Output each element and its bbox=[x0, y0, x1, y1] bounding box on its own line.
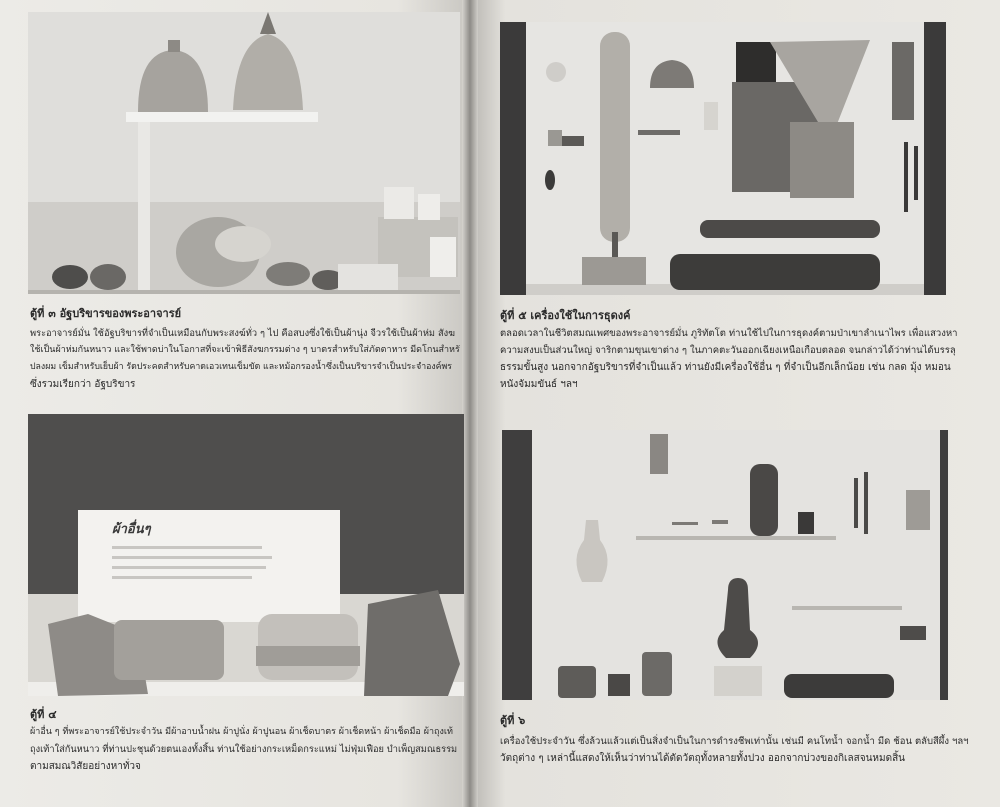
caption-cabinet-6 bbox=[500, 712, 970, 767]
caption-cabinet-3 bbox=[30, 305, 462, 393]
caption-cabinet-5 bbox=[500, 307, 960, 393]
sign-title: ผ้าอื่นๆ bbox=[112, 522, 151, 537]
caption-cabinet-3-line-1: พระอาจารย์มั่น ใช้อัฐบริขารที่จำเป็นเหมือนกับพระสงฆ์ทั่ว ๆ ไป คือสบงซึ่งใช้เป็นผ้านุ่ง จีวรใช้เป็นผ้าห่ม สังฆ bbox=[30, 328, 455, 339]
caption-cabinet-5-title: ตู้ที่ ๕ เครื่องใช้ในการธุดงค์ bbox=[500, 309, 631, 322]
book-gutter bbox=[462, 0, 478, 807]
caption-cabinet-4-line-1: ผ้าอื่น ๆ ที่พระอาจารย์ใช้ประจำวัน มีผ้าอาบน้ำฝน ผ้าปูนั่ง ผ้าปูนอน ผ้าเช็ดบาตร ผ้าเช็ดหน้า ผ้าเช็ดมือ ผ้าถุงเท้ bbox=[30, 727, 453, 737]
caption-cabinet-5-line-1: ตลอดเวลาในชีวิตสมณเพศของพระอาจารย์มั่น ภูริทัตโต ท่านใช้ไปในการธุดงค์ตามป่าเขาลำเนาไพร เพื่อแสวงหา bbox=[500, 328, 958, 339]
caption-cabinet-5-line-3: ธรรมขั้นสูง นอกจากอัฐบริขารที่จำเป็นแล้ว ท่านยังมีเครื่องใช้อื่น ๆ ที่จำเป็นอีกเล็กน้อย เช่น กลด มุ้ง หมอน bbox=[500, 362, 951, 373]
photo-cabinet-6-image bbox=[502, 430, 948, 700]
photo-cabinet-4-image bbox=[28, 414, 464, 696]
photo-cabinet-6 bbox=[502, 430, 948, 700]
photo-cabinet-5 bbox=[500, 22, 946, 295]
caption-cabinet-3-line-3: ปลงผม เข็มสำหรับเย็บผ้า รัดประคดสำหรับคาดเอวเทนเข็มขัด และหม้อกรองน้ำซึ่งเป็นบริขารจำเป็นประจำองค์พร bbox=[30, 362, 452, 372]
caption-cabinet-4-line-2: ถุงเท้าใส่กันหนาว ที่ท่านปะชุนด้วยตนเองทั้งสิ้น ท่านใช้อย่างกระเหม็ดกระแหม่ ไม่ฟุ่มเฟือย บำเพ็ญสมณธรรม bbox=[30, 744, 458, 755]
photo-cabinet-3-image bbox=[28, 12, 460, 294]
caption-cabinet-4 bbox=[30, 706, 464, 775]
caption-cabinet-4-title: ตู้ที่ ๔ bbox=[30, 708, 57, 721]
caption-cabinet-3-title: ตู้ที่ ๓ อัฐบริขารของพระอาจารย์ bbox=[30, 307, 182, 320]
caption-cabinet-5-line-2: ความสงบเป็นส่วนใหญ่ จาริกตามขุนเขาต่าง ๆ ในภาคตะวันออกเฉียงเหนือเกือบตลอด จนกล่าวได้ว่าท่านได้บรรลุ bbox=[500, 345, 956, 356]
photo-cabinet-5-image bbox=[500, 22, 946, 295]
photo-cabinet-4 bbox=[28, 414, 464, 696]
caption-cabinet-3-line-4: ซึ่งรวมเรียกว่า อัฐบริขาร bbox=[30, 379, 136, 390]
caption-cabinet-6-title: ตู้ที่ ๖ bbox=[500, 714, 526, 727]
photo-cabinet-3 bbox=[28, 12, 460, 294]
caption-cabinet-4-line-3: ตามสมณวิสัยอย่างหาทั่วจ bbox=[30, 761, 141, 772]
caption-cabinet-3-line-2: ใช้เป็นผ้าห่มกันหนาว และใช้พาดบ่าในโอกาสที่จะเข้าพิธีสังฆกรรมต่าง ๆ บาตรสำหรับใส่ภัตตาหาร มีดโกนสำหรั bbox=[30, 345, 460, 355]
caption-cabinet-6-line-2: วัตถุต่าง ๆ เหล่านี้แสดงให้เห็นว่าท่านได้ตัดวัตถุทั้งหลายทั้งปวง ออกจากบ่วงของกิเลสจนหมดสิ้น bbox=[500, 753, 906, 764]
caption-cabinet-6-line-1: เครื่องใช้ประจำวัน ซึ่งล้วนแล้วแต่เป็นสิ่งจำเป็นในการดำรงชีพเท่านั้น เช่นมี คนโทน้ำ จอกน้ำ มีด ช้อน ตลับสีผึ้ง ฯลฯ bbox=[500, 736, 969, 747]
caption-cabinet-5-line-4: หนังจัมมขันธ์ ฯลฯ bbox=[500, 379, 578, 390]
